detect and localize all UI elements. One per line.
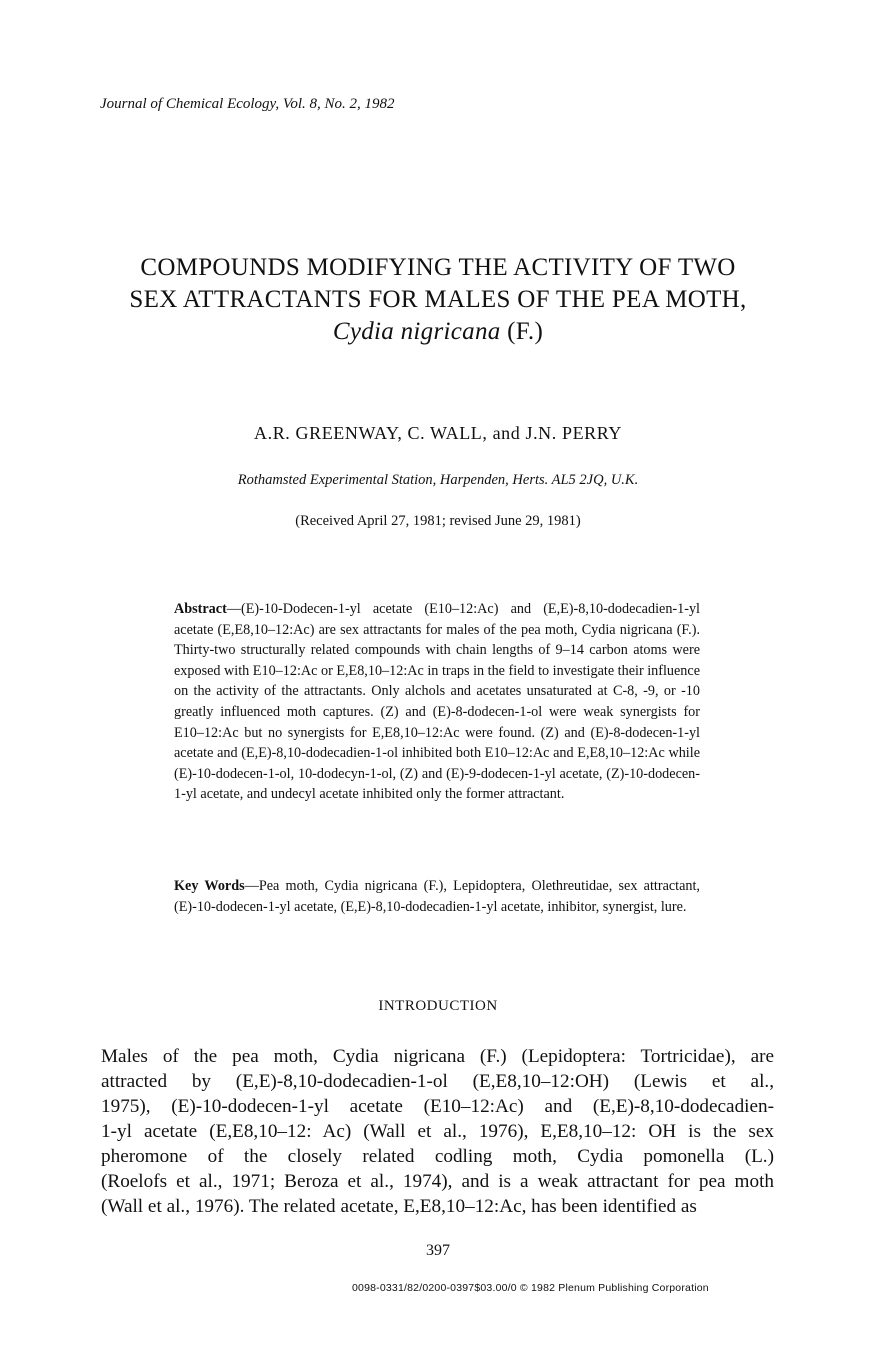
article-title <box>90 252 786 348</box>
key-words-text: —Pea moth, Cydia nigricana (F.), Lepidoptera, Olethreutidae, sex attractant, (E)-10-dodecen-1-yl acetate, (E,E)-8,10-dodecadien-1-yl acetate, inhibitor, synergist, lure. <box>174 878 700 915</box>
intro-line: attracted by (E,E)-8,10-dodecadien-1-ol (E,E8,10–12:OH) (Lewis et al., <box>101 1071 774 1092</box>
intro-line: (Roelofs et al., 1971; Beroza et al., 1974), and is a weak attractant for pea moth <box>101 1171 774 1192</box>
intro-line: Males of the pea moth, Cydia nigricana (F.) (Lepidoptera: Tortricidae), are <box>101 1046 774 1067</box>
intro-line: pheromone of the closely related codling moth, Cydia pomonella (L.) <box>101 1146 774 1167</box>
intro-line: 1-yl acetate (E,E8,10–12: Ac) (Wall et al., 1976), E,E8,10–12: OH is the sex <box>101 1121 774 1142</box>
abstract-label: Abstract <box>174 601 227 617</box>
intro-line: (Wall et al., 1976). The related acetate, E,E8,10–12:Ac, has been identified as <box>101 1196 697 1217</box>
title-line-1: COMPOUNDS MODIFYING THE ACTIVITY OF TWO <box>140 254 736 281</box>
affiliation: Rothamsted Experimental Station, Harpenden, Herts. AL5 2JQ, U.K. <box>237 472 639 488</box>
intro-line: 1975), (E)-10-dodecen-1-yl acetate (E10–12:Ac) and (E,E)-8,10-dodecadien- <box>101 1096 774 1117</box>
section-heading-introduction: INTRODUCTION <box>378 998 498 1014</box>
title-line-2: SEX ATTRACTANTS FOR MALES OF THE PEA MOTH, <box>129 286 747 313</box>
authors: A.R. GREENWAY, C. WALL, and J.N. PERRY <box>254 423 622 443</box>
key-words <box>174 876 700 917</box>
title-line-3 <box>90 316 786 348</box>
copyright-notice: 0098-0331/82/0200-0397$03.00/0 © 1982 Plenum Publishing Corporation <box>352 1282 709 1294</box>
title-author-abbrev: (F.) <box>507 318 544 345</box>
introduction-body <box>101 1044 774 1219</box>
abstract <box>174 599 700 805</box>
received-dates: (Received April 27, 1981; revised June 29, 1981) <box>295 513 581 529</box>
title-species: Cydia nigricana <box>332 318 501 345</box>
journal-citation: Journal of Chemical Ecology, Vol. 8, No. 2, 1982 <box>100 96 395 112</box>
abstract-text: —(E)-10-Dodecen-1-yl acetate (E10–12:Ac) and (E,E)-8,10-dodecadien-1-yl acetate (E,E8,10–12:Ac) are sex attractants for males of the pea moth, Cydia nigricana (F.). Thirty-two structurally related compounds with chain lengths of 9–14 carbon atoms were exposed with E10–12:Ac or E,E8,10–12:Ac in traps in the field to investigate their influence on the activity of the attractants. Only alchols and acetates unsaturated at C-8, -9, or -10 greatly influenced moth captures. (Z) and (E)-8-dodecen-1-ol were weak synergists for E10–12:Ac but no synergists for E,E8,10–12:Ac were found. (Z) and (E)-8-dodecen-1-yl acetate and (E,E)-8,10-dodecadien-1-ol inhibited both E10–12:Ac and E,E8,10–12:Ac while (E)-10-dodecen-1-ol, 10-dodecyn-1-ol, (Z) and (E)-9-dodecen-1-yl acetate, (Z)-10-dodecen-1-yl acetate, and undecyl acetate inhibited only the former attractant. <box>174 601 700 803</box>
page-number: 397 <box>426 1242 450 1259</box>
key-words-label: Key Words <box>174 878 245 894</box>
